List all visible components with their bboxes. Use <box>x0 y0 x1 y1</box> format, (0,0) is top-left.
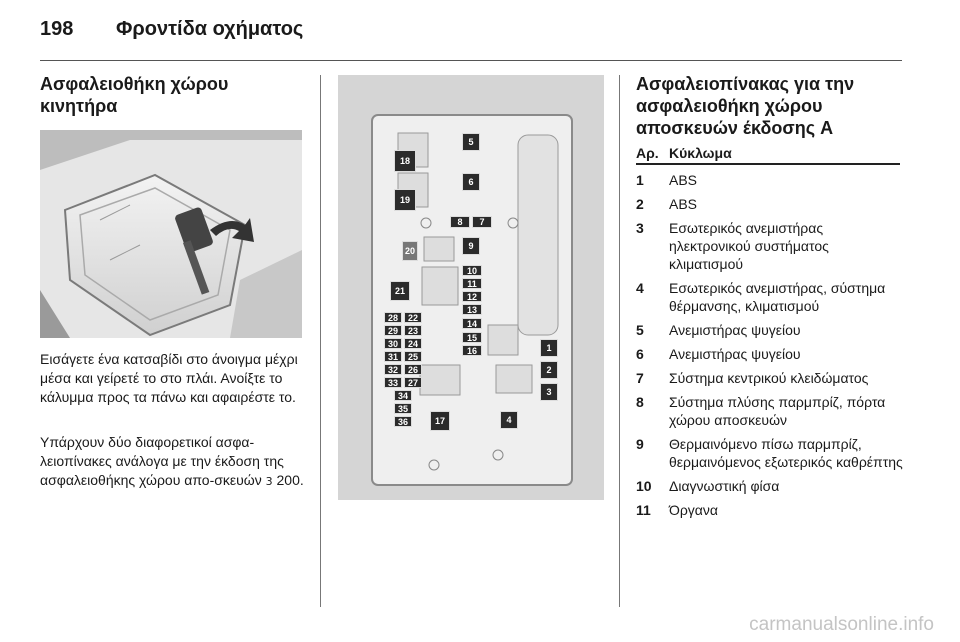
table-header-rule <box>636 163 900 165</box>
fuse-26: 26 <box>404 364 422 375</box>
table-row <box>636 321 906 339</box>
table-row <box>636 477 906 495</box>
fuse-28: 28 <box>384 312 402 323</box>
fuse-25: 25 <box>404 351 422 362</box>
row-number: 4 <box>636 280 644 296</box>
row-circuit: ABS <box>669 196 698 212</box>
fuse-27: 27 <box>404 377 422 388</box>
column-divider-right <box>619 75 620 607</box>
fuse-13: 13 <box>462 304 482 315</box>
row-circuit: Διαγνωστική φίσα <box>669 478 780 494</box>
row-circuit: Σύστημα κεντρικού κλειδώματος <box>669 370 869 386</box>
fuse-19: 19 <box>394 189 416 211</box>
fuse-23: 23 <box>404 325 422 336</box>
column-header-circuit: Κύκλωμα <box>669 145 732 161</box>
table-row <box>636 219 906 273</box>
column-header-no: Αρ. <box>636 145 659 161</box>
fuse-9: 9 <box>462 237 480 255</box>
fuse-4: 4 <box>500 411 518 429</box>
info-text: Υπάρχουν δύο διαφορετικοί ασφα-λειοπίνακες ανάλογα με την έκδοση της ασφαλειοθήκης χώρου απο-σκευών <box>40 434 284 488</box>
fuse-box-photo <box>40 130 302 338</box>
fuse-35: 35 <box>394 403 412 414</box>
fuse-34: 34 <box>394 390 412 401</box>
fuse-36: 36 <box>394 416 412 427</box>
table-row <box>636 369 906 387</box>
fuse-17: 17 <box>430 411 450 431</box>
section-title: Ασφαλειοθήκη χώρου κινητήρα <box>40 74 229 116</box>
fuse-20: 20 <box>402 241 418 261</box>
info-paragraph <box>40 433 308 491</box>
row-circuit: Σύστημα πλύσης παρμπρίζ, πόρτα χώρου αποσκευών <box>669 394 886 428</box>
fuse-5: 5 <box>462 133 480 151</box>
fuse-14: 14 <box>462 318 482 329</box>
fuse-22: 22 <box>404 312 422 323</box>
row-number: 7 <box>636 370 644 386</box>
table-row <box>636 393 906 429</box>
row-number: 9 <box>636 436 644 452</box>
fuse-3: 3 <box>540 383 558 401</box>
fuse-30: 30 <box>384 338 402 349</box>
table-row <box>636 345 906 363</box>
row-number: 11 <box>636 502 651 518</box>
fuse-10: 10 <box>462 265 482 276</box>
fuse-24: 24 <box>404 338 422 349</box>
row-circuit: Ανεμιστήρας ψυγείου <box>669 346 801 362</box>
watermark: carmanualsonline.info <box>749 614 934 635</box>
fuse-31: 31 <box>384 351 402 362</box>
row-number: 3 <box>636 220 644 236</box>
chapter-title: Φροντίδα οχήματος <box>116 18 304 40</box>
table-row <box>636 279 906 315</box>
fuse-7: 7 <box>472 216 492 228</box>
row-number: 6 <box>636 346 644 362</box>
row-circuit: Ανεμιστήρας ψυγείου <box>669 322 801 338</box>
fuse-2: 2 <box>540 361 558 379</box>
fuse-33: 33 <box>384 377 402 388</box>
header-rule <box>40 60 902 61</box>
table-row <box>636 435 906 471</box>
table-row <box>636 501 906 519</box>
column-divider-left <box>320 75 321 607</box>
fuse-29: 29 <box>384 325 402 336</box>
fuse-15: 15 <box>462 332 482 343</box>
table-row <box>636 195 906 213</box>
table-header <box>636 145 900 161</box>
page-reference-link[interactable]: 200. <box>276 472 304 488</box>
fuse-table-title: Ασφαλειοπίνακας για την ασφαλειοθήκη χώρου αποσκευών έκδοσης A <box>636 74 855 138</box>
row-circuit: Όργανα <box>669 502 718 518</box>
row-number: 8 <box>636 394 644 410</box>
row-circuit: ABS <box>669 172 698 188</box>
fuse-12: 12 <box>462 291 482 302</box>
row-circuit: Θερμαινόμενο πίσω παρμπρίζ, θερμαινόμενος εξωτερικός καθρέπτης <box>669 436 903 470</box>
row-number: 10 <box>636 478 652 494</box>
fuse-11: 11 <box>462 278 482 289</box>
page-number: 198 <box>40 18 74 40</box>
page-ref-arrow-icon: 3 <box>265 475 273 488</box>
fuse-18: 18 <box>394 150 416 172</box>
fuse-32: 32 <box>384 364 402 375</box>
row-number: 5 <box>636 322 644 338</box>
fuse-6: 6 <box>462 173 480 191</box>
row-circuit: Εσωτερικός ανεμιστήρας, σύστημα θέρμανσης, κλιματισμού <box>669 280 886 314</box>
fuse-8: 8 <box>450 216 470 228</box>
fuse-16: 16 <box>462 345 482 356</box>
row-number: 1 <box>636 172 644 188</box>
instruction-paragraph: Εισάγετε ένα κατσαβίδι στο άνοιγμα μέχρι μέσα και γείρετέ το στο πλάι. Ανοίξτε το κάλυμμα προς τα πάνω και αφαιρέστε το. <box>40 351 298 405</box>
fuse-box-diagram <box>338 75 604 500</box>
fuse-21: 21 <box>390 281 410 301</box>
fuse-1: 1 <box>540 339 558 357</box>
table-row <box>636 171 906 189</box>
fuse-table <box>636 171 906 525</box>
row-number: 2 <box>636 196 644 212</box>
row-circuit: Εσωτερικός ανεμιστήρας ηλεκτρονικού συστήματος κλιματισμού <box>669 220 829 272</box>
